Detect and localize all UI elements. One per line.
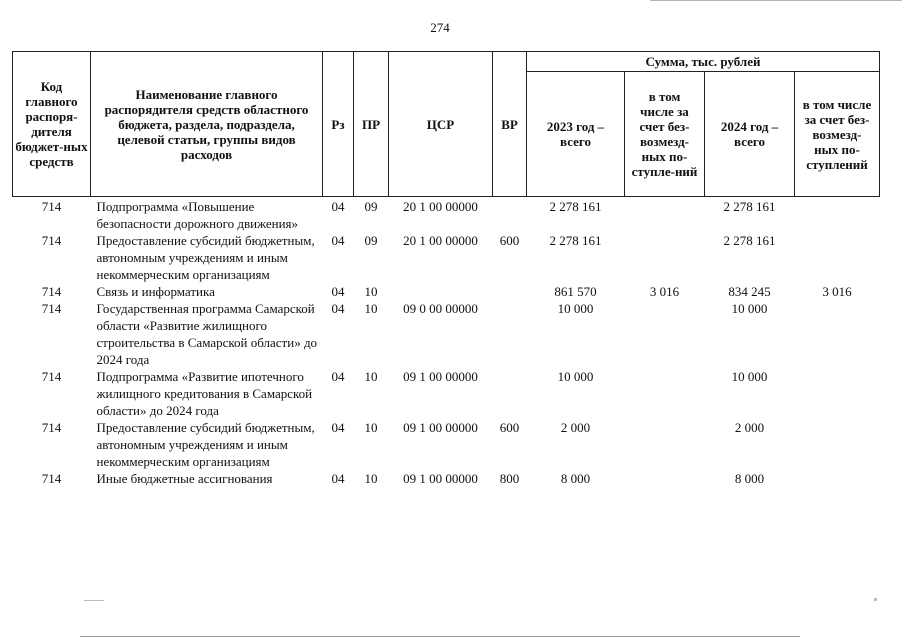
cell-rz: 04 (331, 233, 345, 248)
table-row (13, 419, 880, 470)
scan-artifact-speck (84, 600, 104, 601)
cell-csr: 09 1 00 00000 (403, 369, 478, 384)
cell-rz: 04 (331, 420, 345, 435)
cell-2023-total: 2 000 (560, 420, 591, 435)
cell-2024-total: 10 000 (731, 369, 768, 384)
cell-vr (493, 300, 527, 368)
cell-2023-total: 2 278 161 (549, 233, 602, 248)
cell-2023-free (625, 300, 705, 368)
cell-vr (493, 197, 527, 233)
cell-2024-total: 2 000 (734, 420, 765, 435)
cell-rz: 04 (331, 284, 345, 299)
table-row (13, 470, 880, 487)
cell-vr (493, 283, 527, 300)
table-row (13, 300, 880, 368)
cell-name: Предоставление субсидий бюджетным, автономным учреждениям и иным некоммерческим организациям (96, 233, 315, 282)
header-2024-total: 2024 год – всего (705, 72, 795, 197)
cell-2024-free (795, 470, 880, 487)
cell-2024-free (795, 368, 880, 419)
header-2023-total: 2023 год – всего (527, 72, 625, 197)
cell-2023-total: 8 000 (560, 471, 591, 486)
header-sum-group: Сумма, тыс. рублей (527, 52, 880, 72)
cell-code: 714 (41, 233, 62, 248)
header-pr: ПР (354, 52, 389, 197)
cell-rz: 04 (331, 369, 345, 384)
cell-2024-free (795, 300, 880, 368)
cell-2023-total: 861 570 (554, 284, 597, 299)
header-rz: Рз (323, 52, 354, 197)
scan-artifact-line (650, 0, 902, 1)
cell-vr: 600 (499, 420, 520, 435)
cell-vr: 800 (499, 471, 520, 486)
cell-code: 714 (41, 369, 62, 384)
scan-artifact-line (80, 636, 800, 637)
table-row (13, 368, 880, 419)
cell-csr: 09 1 00 00000 (403, 471, 478, 486)
cell-vr (493, 368, 527, 419)
cell-2023-total: 10 000 (557, 369, 594, 384)
cell-2024-free (795, 232, 880, 283)
table-body (13, 197, 880, 488)
header-code: Код главного распоря-дителя бюджет-ных средств (13, 52, 91, 197)
cell-pr: 10 (364, 284, 378, 299)
cell-2024-total: 10 000 (731, 301, 768, 316)
cell-rz: 04 (331, 471, 345, 486)
cell-code: 714 (41, 301, 62, 316)
cell-pr: 10 (364, 471, 378, 486)
cell-name: Подпрограмма «Повышение безопасности дорожного движения» (96, 199, 299, 231)
cell-2023-total: 10 000 (557, 301, 594, 316)
header-csr: ЦСР (389, 52, 493, 197)
cell-2023-free (625, 232, 705, 283)
cell-pr: 09 (364, 233, 378, 248)
cell-name: Предоставление субсидий бюджетным, автономным учреждениям и иным некоммерческим организациям (96, 420, 315, 469)
page-number: 274 (430, 20, 450, 35)
cell-2024-total: 2 278 161 (723, 199, 776, 214)
cell-csr (389, 283, 493, 300)
budget-table (12, 51, 880, 487)
header-2024-free: в том числе за счет без-возмезд-ных по-ступлений (795, 72, 880, 197)
table-row (13, 197, 880, 233)
cell-code: 714 (41, 471, 62, 486)
header-2023-free: в том числе за счет без-возмезд-ных по-ступле-ний (625, 72, 705, 197)
header-name: Наименование главного распорядителя средств областного бюджета, раздела, подраздела, целевой статьи, группы видов расходов (91, 52, 323, 197)
cell-rz: 04 (331, 301, 345, 316)
cell-2023-free: 3 016 (649, 284, 680, 299)
cell-name: Связь и информатика (96, 284, 215, 299)
cell-2023-free (625, 419, 705, 470)
table-row (13, 232, 880, 283)
scan-artifact-speck (874, 598, 877, 601)
table-header (13, 52, 880, 197)
cell-pr: 10 (364, 369, 378, 384)
cell-code: 714 (41, 284, 62, 299)
cell-vr: 600 (499, 233, 520, 248)
cell-2024-total: 2 278 161 (723, 233, 776, 248)
cell-2024-total: 834 245 (728, 284, 771, 299)
cell-2024-free (795, 197, 880, 233)
cell-csr: 20 1 00 00000 (403, 199, 478, 214)
cell-name: Иные бюджетные ассигнования (96, 471, 273, 486)
cell-code: 714 (41, 199, 62, 214)
cell-csr: 09 1 00 00000 (403, 420, 478, 435)
cell-2024-free: 3 016 (822, 284, 852, 299)
cell-pr: 09 (364, 199, 378, 214)
cell-2023-total: 2 278 161 (549, 199, 602, 214)
cell-csr: 09 0 00 00000 (403, 301, 478, 316)
cell-rz: 04 (331, 199, 345, 214)
cell-2023-free (625, 368, 705, 419)
cell-2023-free (625, 470, 705, 487)
cell-2024-free (795, 419, 880, 470)
cell-pr: 10 (364, 301, 378, 316)
cell-name: Подпрограмма «Развитие ипотечного жилищного кредитования в Самарской области» до 2024 года (96, 369, 313, 418)
cell-code: 714 (41, 420, 62, 435)
cell-2024-total: 8 000 (734, 471, 765, 486)
cell-pr: 10 (364, 420, 378, 435)
cell-2023-free (625, 197, 705, 233)
header-vr: ВР (493, 52, 527, 197)
table-row (13, 283, 880, 300)
cell-csr: 20 1 00 00000 (403, 233, 478, 248)
cell-name: Государственная программа Самарской области «Развитие жилищного строительства в Самарской области» до 2024 года (96, 301, 318, 367)
